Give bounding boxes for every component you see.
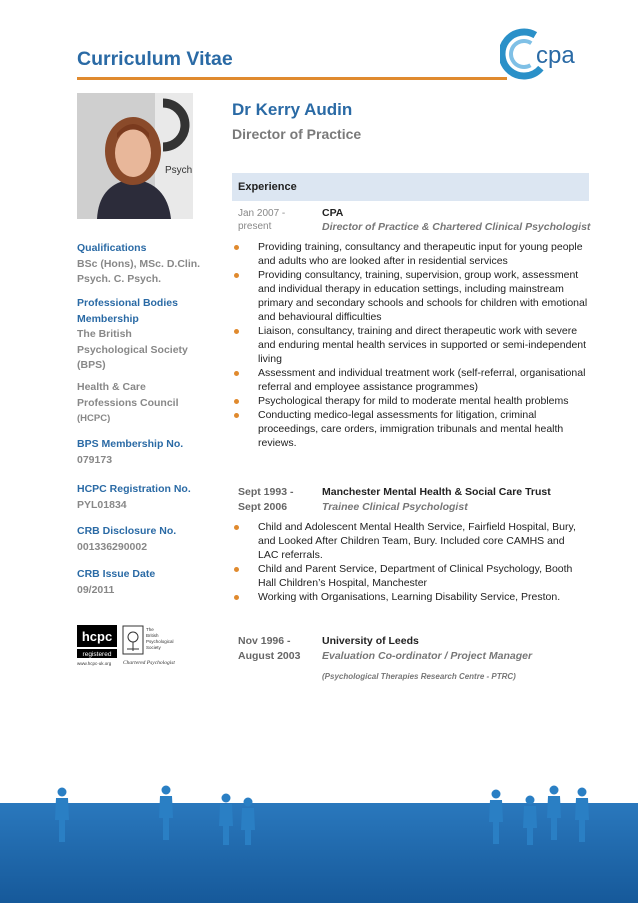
entry1-bullet: Providing training, consultancy and therapeutic input for young people and adults who are looked after in residential services bbox=[232, 240, 592, 268]
entry1-bullet: Liaison, consultancy, training and direct therapeutic work with severe and enduring mental health services in supported or semi-independent living bbox=[232, 324, 592, 366]
entry1-position: Director of Practice & Chartered Clinical Psychologist bbox=[322, 221, 591, 233]
document-title: Curriculum Vitae bbox=[77, 48, 233, 70]
hcpc-value-2: Professions Council bbox=[77, 396, 179, 409]
entry1-dates bbox=[238, 207, 285, 233]
sidebar-bps-number bbox=[77, 437, 183, 468]
sidebar-bodies bbox=[77, 296, 188, 374]
bps-logo-caption: Chartered Psychologist bbox=[123, 660, 175, 666]
bps-logo bbox=[123, 626, 175, 666]
entry3-date-end: August 2003 bbox=[238, 650, 301, 662]
crb-issue-value: 09/2011 bbox=[77, 583, 115, 596]
bodies-value-2: Psychological Society bbox=[77, 343, 188, 356]
entry2-org: Manchester Mental Health & Social Care Trust bbox=[322, 486, 551, 498]
entry1-bullet: Conducting medico-legal assessments for litigation, criminal proceedings, care orders, immigration tribunals and mental health reviews. bbox=[232, 408, 592, 450]
person-role: Director of Practice bbox=[232, 126, 362, 142]
entry2-bullet: Working with Organisations, Learning Disability Service, Preston. bbox=[232, 590, 582, 604]
bps-number-label: BPS Membership No. bbox=[77, 438, 184, 450]
entry1-date-start: Jan 2007 - bbox=[238, 208, 286, 219]
entry1-bullets bbox=[232, 240, 592, 450]
hcpc-number-label: HCPC Registration No. bbox=[77, 483, 191, 495]
entry2-bullet: Child and Adolescent Mental Health Service, Fairfield Hospital, Bury, and Looked After Children Team, Bury. Included core CAMHS and LAC referrals. bbox=[232, 520, 582, 562]
bodies-value-1: The British bbox=[77, 328, 132, 340]
sidebar-qualifications bbox=[77, 241, 200, 288]
sidebar-crb bbox=[77, 524, 176, 555]
bps-logo-line4: Society bbox=[146, 645, 161, 650]
sidebar-crb-issue bbox=[77, 567, 155, 598]
qualifications-label: Qualifications bbox=[77, 242, 147, 254]
entry2-heading bbox=[322, 485, 551, 515]
logo-text: cpa bbox=[536, 42, 575, 69]
hcpc-logo-sub: registered bbox=[82, 651, 112, 658]
entry3-dates bbox=[238, 634, 300, 664]
entry2-date-end: Sept 2006 bbox=[238, 501, 288, 513]
entry3-note: (Psychological Therapies Research Centre - PTRC) bbox=[322, 672, 516, 681]
hcpc-value-1: Health & Care bbox=[77, 381, 146, 393]
entry2-dates bbox=[238, 485, 293, 515]
qualifications-value-2: Psych. C. Psych. bbox=[77, 273, 162, 285]
bps-number-value: 079173 bbox=[77, 453, 113, 466]
bps-logo-line2: British bbox=[146, 633, 159, 638]
entry1-bullet: Assessment and individual treatment work (self-referral, organisational referral and employee assistance programmes) bbox=[232, 366, 592, 394]
crb-label: CRB Disclosure No. bbox=[77, 525, 177, 537]
hcpc-logo-url: www.hcpc-uk.org bbox=[77, 661, 112, 666]
sidebar-hcpc-number bbox=[77, 482, 191, 513]
hcpc-logo-text: hcpc bbox=[81, 629, 113, 644]
hcpc-number-value: PYL01834 bbox=[77, 498, 127, 511]
photo-banner-text: Psych bbox=[165, 165, 193, 176]
bps-logo-line3: Psychological bbox=[146, 639, 174, 644]
person-name: Dr Kerry Audin bbox=[232, 100, 353, 119]
entry3-date-start: Nov 1996 - bbox=[238, 635, 291, 647]
entry2-date-start: Sept 1993 - bbox=[238, 486, 294, 498]
entry1-bullet: Psychological therapy for mild to moderate mental health problems bbox=[232, 394, 592, 408]
crb-value: 001336290002 bbox=[77, 540, 148, 553]
bodies-label-1: Professional Bodies bbox=[77, 297, 178, 309]
bps-logo-line1: The bbox=[146, 627, 154, 632]
hcpc-value-3: (HCPC) bbox=[77, 413, 111, 424]
entry2-position: Trainee Clinical Psychologist bbox=[322, 501, 468, 513]
entry1-heading bbox=[322, 206, 590, 234]
qualifications-value-1: BSc (Hons), MSc. D.Clin. bbox=[77, 257, 201, 270]
entry1-date-end: present bbox=[238, 221, 272, 232]
crb-issue-label: CRB Issue Date bbox=[77, 568, 156, 580]
experience-heading: Experience bbox=[238, 181, 297, 193]
sidebar-hcpc bbox=[77, 380, 179, 427]
entry3-org: University of Leeds bbox=[322, 635, 419, 647]
bodies-label-2: Membership bbox=[77, 312, 139, 325]
accreditation-logos bbox=[77, 625, 187, 667]
entry1-org: CPA bbox=[322, 207, 344, 219]
entry3-heading bbox=[322, 634, 532, 684]
footer-people-figures bbox=[0, 780, 638, 845]
profile-photo bbox=[77, 93, 193, 219]
entry2-bullets bbox=[232, 520, 582, 604]
entry1-bullet: Providing consultancy, training, supervision, group work, assessment and individual therapy in education settings, including mainstream primary and secondary schools and schools for children with emotional and behavioural difficulties bbox=[232, 268, 592, 324]
title-underline bbox=[77, 77, 507, 80]
entry3-position: Evaluation Co-ordinator / Project Manager bbox=[322, 650, 533, 662]
entry2-bullet: Child and Parent Service, Department of Clinical Psychology, Booth Hall Children’s Hospital, Manchester bbox=[232, 562, 582, 590]
bodies-value-3: (BPS) bbox=[77, 359, 106, 371]
cpa-logo bbox=[500, 24, 590, 84]
hcpc-logo bbox=[77, 625, 117, 666]
